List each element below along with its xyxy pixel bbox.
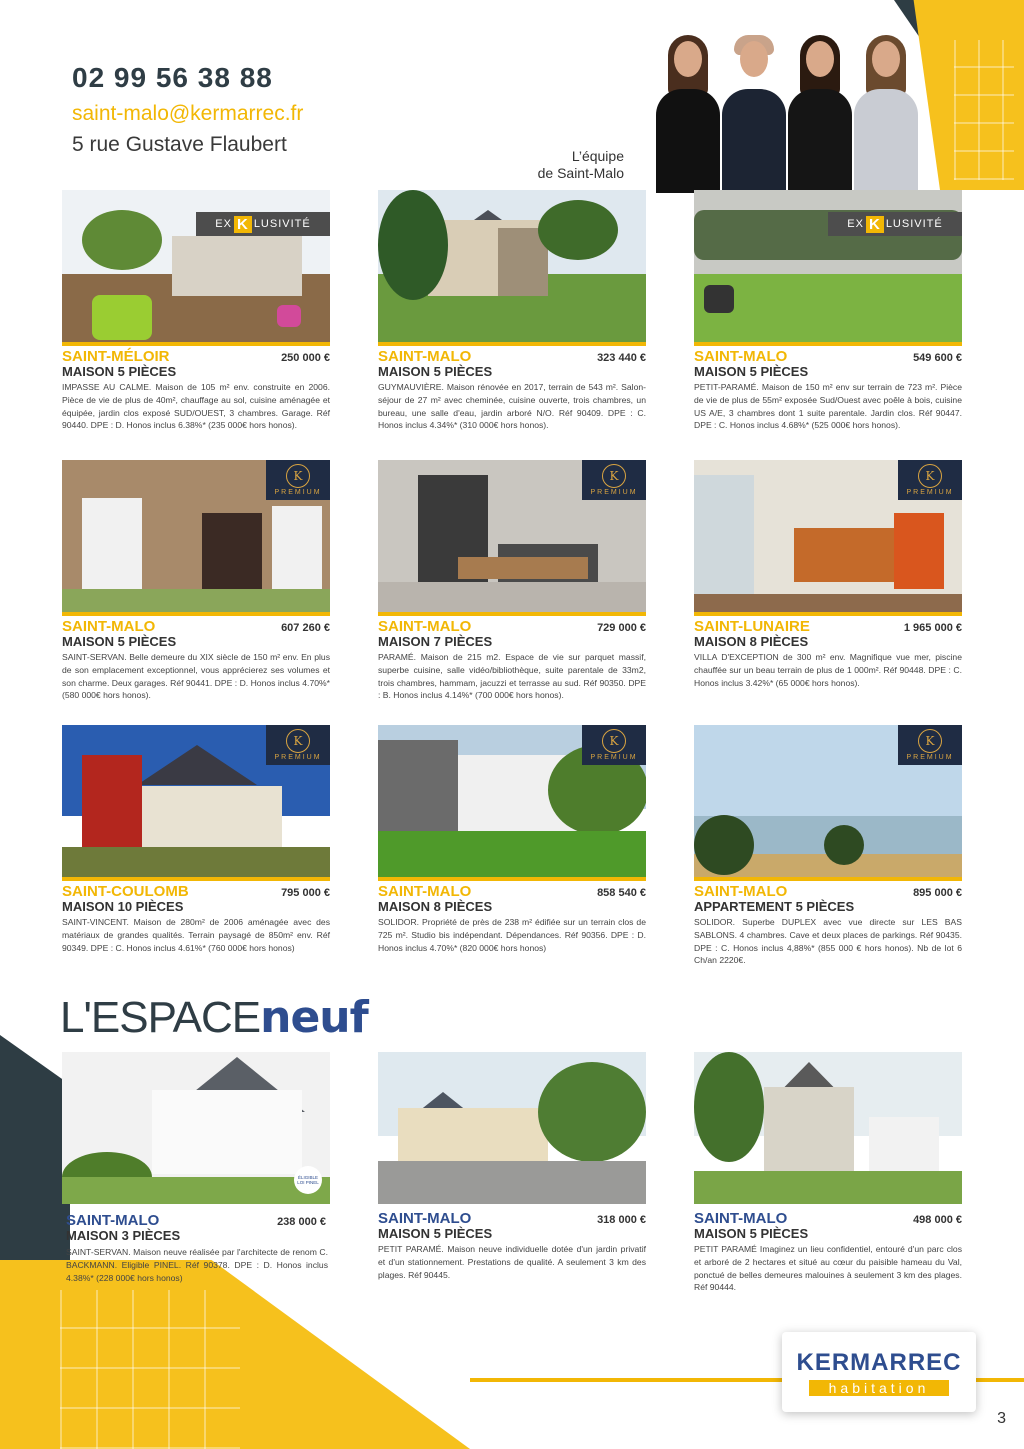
premium-k-icon: K xyxy=(286,729,310,753)
team-member-photo xyxy=(718,33,790,193)
listing-price: 323 440 € xyxy=(597,352,646,364)
premium-k-icon: K xyxy=(602,464,626,488)
premium-badge xyxy=(266,460,330,500)
listing-description: SOLIDOR. Propriété de près de 238 m² édifiée sur un terrain clos de 725 m². Studio bis indépendant. Dépendances. Réf 90356. DPE : D. Honos inclus 4.70%* (820 000€ hors honos) xyxy=(378,917,646,953)
listing-photo xyxy=(694,1052,962,1204)
listing-type: MAISON 3 PIÈCES xyxy=(66,1228,181,1243)
listing-city: SAINT-MALO xyxy=(66,1212,160,1229)
listing-photo xyxy=(62,190,330,342)
listing-city: SAINT-MÉLOIR xyxy=(62,348,170,365)
photo-underline xyxy=(378,877,646,881)
new-listing-card[interactable] xyxy=(378,1052,646,1280)
espace-heading-light: L'ESPACE xyxy=(60,993,261,1042)
listing-photo xyxy=(694,190,962,342)
listing-photo xyxy=(62,1052,330,1204)
listing-type: MAISON 10 PIÈCES xyxy=(62,899,184,914)
listing-card[interactable] xyxy=(694,725,962,966)
listing-price: 858 540 € xyxy=(597,887,646,899)
listing-photo xyxy=(62,460,330,612)
team-caption-line: de Saint-Malo xyxy=(537,165,624,181)
listing-price: 549 600 € xyxy=(913,352,962,364)
premium-label: PREMIUM xyxy=(274,489,322,496)
badge-text: EX xyxy=(215,218,232,230)
team-photo xyxy=(652,28,924,193)
listing-card[interactable] xyxy=(694,190,962,431)
photo-underline xyxy=(62,877,330,881)
photo-underline xyxy=(378,612,646,616)
team-member-photo xyxy=(850,33,922,193)
listing-city: SAINT-MALO xyxy=(694,348,788,365)
listing-price: 1 965 000 € xyxy=(903,622,962,634)
listing-description: IMPASSE AU CALME. Maison de 105 m² env. construite en 2006. Pièce de vie de plus de 40m², chauffage au sol, cuisine aménagée et équipée, jardin clos exposé SUD/OUEST, 3 chambres. Garage. Réf 90440. DPE : D. Honos inclus 6.38%* (235 000€ hors honos). xyxy=(62,382,330,431)
premium-label: PREMIUM xyxy=(590,489,638,496)
listing-card[interactable] xyxy=(62,460,330,701)
listing-city: SAINT-MALO xyxy=(378,618,472,635)
photo-underline xyxy=(62,612,330,616)
listing-city: SAINT-MALO xyxy=(378,883,472,900)
listing-type: MAISON 7 PIÈCES xyxy=(378,634,493,649)
logo-text: KERMARREC xyxy=(796,1348,962,1376)
premium-badge xyxy=(266,725,330,765)
listing-city: SAINT-LUNAIRE xyxy=(694,618,810,635)
listing-city: SAINT-MALO xyxy=(378,348,472,365)
listing-type: MAISON 5 PIÈCES xyxy=(378,1226,493,1241)
premium-k-icon: K xyxy=(918,729,942,753)
agency-address: 5 rue Gustave Flaubert xyxy=(72,133,287,156)
listing-price: 795 000 € xyxy=(281,887,330,899)
listing-city: SAINT-MALO xyxy=(694,883,788,900)
listing-type: MAISON 5 PIÈCES xyxy=(694,1226,809,1241)
listing-price: 498 000 € xyxy=(913,1214,962,1226)
listing-price: 895 000 € xyxy=(913,887,962,899)
new-listing-card[interactable] xyxy=(694,1052,962,1293)
team-member-photo xyxy=(784,33,856,193)
listing-price: 250 000 € xyxy=(281,352,330,364)
listing-description: SAINT-SERVAN. Maison neuve réalisée par l'architecte de renom C. BACKMANN. Eligible PINEL. Réf 90378. DPE : D. Honos inclus 4.38%* (228 000€ hors honos) xyxy=(66,1247,328,1283)
listing-description: PETIT-PARAMÉ. Maison de 150 m² env sur terrain de 723 m². Pièce de vie de plus de 55m² exposée Sud/Ouest avec poêle à bois, cuisine US A/E, 3 chambres dont 1 suite parentale. Jardin clos. Réf 90447. DPE : C. Honos inclus 4.68%* (525 000€ hors honos). xyxy=(694,382,962,431)
listing-card[interactable] xyxy=(378,460,646,701)
listing-description: SAINT-VINCENT. Maison de 280m² de 2006 aménagée avec des matériaux de grandes qualités. Terrain paysagé de 850m² env. Réf 90349. DPE : C. Honos inclus 4.61%* (760 000€ hors honos) xyxy=(62,917,330,953)
listing-type: MAISON 8 PIÈCES xyxy=(694,634,809,649)
espace-heading-bold: neuf xyxy=(260,992,368,1043)
listing-type: MAISON 5 PIÈCES xyxy=(62,634,177,649)
pinel-eligible-badge: ÉLIGIBLE LOI PINEL xyxy=(294,1166,322,1194)
listing-type: MAISON 5 PIÈCES xyxy=(694,364,809,379)
listing-card[interactable] xyxy=(694,460,962,688)
listing-city: SAINT-COULOMB xyxy=(62,883,189,900)
exclusivity-badge xyxy=(828,212,962,236)
team-caption xyxy=(520,148,624,182)
listing-photo xyxy=(378,190,646,342)
listing-card[interactable] xyxy=(62,725,330,953)
photo-underline xyxy=(378,342,646,346)
listing-description: VILLA D'EXCEPTION de 300 m² env. Magnifique vue mer, piscine chauffée sur un beau terrain de plus de 1 000m². Réf 90448. DPE : C. Honos inclus 3.42%* (65 000€ hors honos). xyxy=(694,652,962,688)
badge-k-letter: K xyxy=(866,216,884,233)
badge-text: EX xyxy=(847,218,864,230)
listing-description: GUYMAUVIÈRE. Maison rénovée en 2017, terrain de 543 m². Salon-séjour de 27 m² avec cheminée, cuisine ouverte, trois chambres, un bureau, une salle d'eau, jardin arboré N/O. Réf 90409. DPE : C. Honos inclus 4.34%* (310 000€ hors honos). xyxy=(378,382,646,431)
kermarrec-logo xyxy=(782,1332,976,1412)
listing-price: 318 000 € xyxy=(597,1214,646,1226)
badge-text: LUSIVITÉ xyxy=(885,218,943,230)
agency-email[interactable]: saint-malo@kermarrec.fr xyxy=(72,102,304,125)
listing-description: PARAMÉ. Maison de 215 m2. Espace de vie sur parquet massif, superbe cuisine, salle vidéo/bibliothèque, suite parentale de 33m2, trois chambres, hammam, jacuzzi et terrasse au sud. Réf 90350. DPE : B. Honos inclus 4.14%* (700 000€ hors honos). xyxy=(378,652,646,701)
listing-type: MAISON 5 PIÈCES xyxy=(378,364,493,379)
badge-k-letter: K xyxy=(234,216,252,233)
premium-label: PREMIUM xyxy=(590,754,638,761)
badge-text: LUSIVITÉ xyxy=(253,218,311,230)
premium-badge xyxy=(582,725,646,765)
listing-description: PETIT PARAMÉ. Maison neuve individuelle dotée d'un jardin privatif et d'un stationnement. Prestations de qualité. A seulement 3 km des plages. Réf 90445. xyxy=(378,1244,646,1280)
listing-card[interactable] xyxy=(62,190,330,431)
listing-photo xyxy=(378,725,646,877)
photo-underline xyxy=(694,342,962,346)
listing-price: 607 260 € xyxy=(281,622,330,634)
listing-photo xyxy=(378,1052,646,1204)
logo-subtext: habitation xyxy=(809,1380,950,1396)
team-member-photo xyxy=(652,33,724,193)
agency-phone[interactable]: 02 99 56 38 88 xyxy=(72,62,273,93)
new-listing-card[interactable] xyxy=(62,1052,330,1283)
listing-photo xyxy=(62,725,330,877)
page-number: 3 xyxy=(997,1410,1006,1427)
listing-price: 238 000 € xyxy=(277,1216,326,1228)
listing-photo xyxy=(694,725,962,877)
listing-description: SAINT-SERVAN. Belle demeure du XIX siècle de 150 m² env. En plus de son emplacement exceptionnel, vous apprécierez ses volumes et son charme. Deux garages. Réf 90441. DPE : D. Honos inclus 4.70%* (580 000€ hors honos). xyxy=(62,652,330,701)
bottom-left-building-pattern xyxy=(60,1290,240,1449)
listing-description: SOLIDOR. Superbe DUPLEX avec vue directe sur LES BAS SABLONS. 4 chambres. Cave et deux places de parkings. Réf 90435. DPE : C. Honos inclus 4,88%* (855 000 € hors honos). Nb de lot 6 Ch/an 2220€. xyxy=(694,917,962,966)
listing-type: MAISON 5 PIÈCES xyxy=(62,364,177,379)
team-caption-line: L’équipe xyxy=(571,148,624,164)
listing-photo xyxy=(378,460,646,612)
premium-label: PREMIUM xyxy=(274,754,322,761)
listing-price: 729 000 € xyxy=(597,622,646,634)
premium-badge xyxy=(582,460,646,500)
listing-description: PETIT PARAMÉ Imaginez un lieu confidentiel, entouré d'un parc clos et arboré de 2 hectares et situé au cœur du paisible hameau du Val, ponctué de belles demeures malouines à seulement 3 km des plages. Réf 90444. xyxy=(694,1244,962,1293)
listing-type: MAISON 8 PIÈCES xyxy=(378,899,493,914)
premium-badge xyxy=(898,725,962,765)
photo-underline xyxy=(62,342,330,346)
listing-type: APPARTEMENT 5 PIÈCES xyxy=(694,899,855,914)
premium-badge xyxy=(898,460,962,500)
exclusivity-badge xyxy=(196,212,330,236)
corner-building-pattern xyxy=(954,40,1014,180)
premium-k-icon: K xyxy=(918,464,942,488)
listing-city: SAINT-MALO xyxy=(62,618,156,635)
premium-label: PREMIUM xyxy=(906,489,954,496)
photo-underline xyxy=(694,877,962,881)
premium-k-icon: K xyxy=(286,464,310,488)
listing-city: SAINT-MALO xyxy=(694,1210,788,1227)
premium-k-icon: K xyxy=(602,729,626,753)
listing-card[interactable] xyxy=(378,190,646,431)
listing-city: SAINT-MALO xyxy=(378,1210,472,1227)
espace-neuf-heading xyxy=(60,992,368,1043)
listing-photo xyxy=(694,460,962,612)
listing-card[interactable] xyxy=(378,725,646,953)
photo-underline xyxy=(694,612,962,616)
premium-label: PREMIUM xyxy=(906,754,954,761)
